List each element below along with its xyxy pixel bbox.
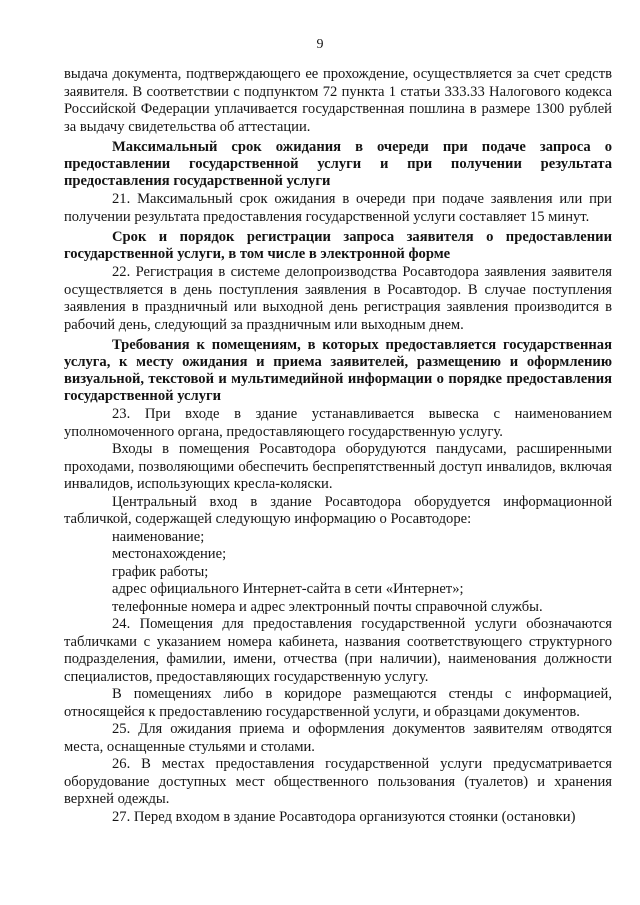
paragraph: 26. В местах предоставления государственной услуги предусматривается оборудование доступных мест общественного пользования (туалетов) и хранения верхней одежды.: [64, 756, 612, 807]
paragraph: выдача документа, подтверждающего ее прохождение, осуществляется за счет средств заявителя. В соответствии с подпунктом 72 пункта 1 статьи 333.33 Налогового кодекса Российской Федерации уплачивается государственная пошлина в размере 1300 рублей за выдачу свидетельства об аттестации.: [64, 66, 612, 135]
paragraph: В помещениях либо в коридоре размещаются стенды с информацией, относящейся к предоставлению государственной услуги, и образцами документов.: [64, 686, 612, 720]
page-number: 9: [316, 37, 324, 52]
list-item: наименование;: [112, 528, 205, 545]
paragraph: Центральный вход в здание Росавтодора оборудуется информационной табличкой, содержащей следующую информацию о Росавтодоре:: [64, 493, 612, 527]
paragraph: 24. Помещения для предоставления государственной услуги обозначаются табличками с указанием номера кабинета, названия соответствующего структурного подразделения, фамилии, имени, отчества (при наличии), наименования должности специалистов, предоставляющих государственную услугу.: [64, 616, 612, 685]
list-item: местонахождение;: [112, 546, 227, 562]
section-heading: Срок и порядок регистрации запроса заявителя о предоставлении государственной услуги, в том числе в электронной форме: [64, 229, 612, 262]
document-body: [64, 66, 612, 826]
section-heading: Максимальный срок ожидания в очереди при подаче запроса о предоставлении государственной услуги и при получении результата предоставления государственной услуги: [64, 139, 612, 189]
paragraph: 21. Максимальный срок ожидания в очереди при подаче заявления или при получении результата предоставления государственной услуги составляет 15 минут.: [64, 191, 612, 225]
list-item: график работы;: [112, 563, 209, 580]
list-item: телефонные номера и адрес электронный почты справочной службы.: [112, 598, 543, 615]
paragraph: Входы в помещения Росавтодора оборудуются пандусами, расширенными проходами, позволяющими обеспечить беспрепятственный доступ инвалидов, включая инвалидов, использующих кресла-коляски.: [64, 441, 612, 492]
paragraph: 23. При входе в здание устанавливается вывеска с наименованием уполномоченного органа, предоставляющего государственную услугу.: [64, 406, 612, 440]
paragraph: 25. Для ожидания приема и оформления документов заявителям отводятся места, оснащенные стульями и столами.: [64, 721, 612, 755]
list-item: адрес официального Интернет-сайта в сети «Интернет»;: [112, 581, 464, 597]
paragraph: 22. Регистрация в системе делопроизводства Росавтодора заявления заявителя осуществляется в день поступления заявления в Росавтодор. В случае поступления заявления в праздничный или выходной день регистрация заявления производится в рабочий день, следующий за праздничным или выходным днем.: [64, 264, 612, 333]
paragraph: 27. Перед входом в здание Росавтодора организуются стоянки (остановки): [112, 808, 576, 825]
section-heading: Требования к помещениям, в которых предоставляется государственная услуга, к месту ожидания и приема заявителей, размещению и оформлению визуальной, текстовой и мультимедийной информации о порядке предоставления государственной услуги: [64, 337, 612, 404]
